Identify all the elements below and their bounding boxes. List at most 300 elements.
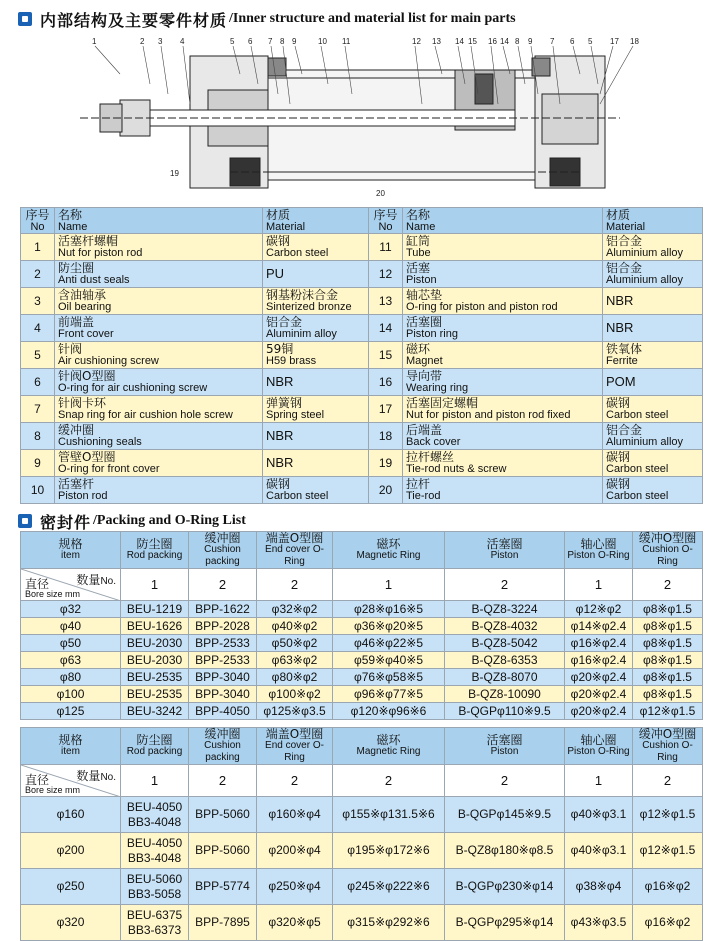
part-material xyxy=(603,396,703,423)
cylinder-cross-section-diagram xyxy=(80,34,640,202)
seal-spec: BPP-2028 xyxy=(189,618,257,635)
material-cn: 弹簧钢 xyxy=(266,396,303,410)
qty-value: 2 xyxy=(333,765,445,797)
section-title-en: /Inner structure and material list for main parts xyxy=(229,11,516,26)
seal-code-line: BEU-5060 xyxy=(126,871,183,886)
callout-number: 14 xyxy=(500,37,509,46)
part-material xyxy=(263,369,369,396)
part-name xyxy=(403,450,603,477)
callout-number: 11 xyxy=(342,37,351,46)
part-name xyxy=(403,261,603,288)
header-name: 名称 Name xyxy=(55,208,263,234)
material-en: H59 brass xyxy=(266,355,317,367)
qty-value: 1 xyxy=(565,765,633,797)
seal-row xyxy=(21,601,703,618)
material-en: Carbon steel xyxy=(266,490,329,502)
material-cn: 铝合金 xyxy=(266,315,303,329)
callout-number: 15 xyxy=(468,37,477,46)
part-name-cn: 活塞杆 xyxy=(58,477,95,491)
seal-spec: φ40※φ2 xyxy=(257,618,333,635)
part-name-cn: 活塞 xyxy=(406,261,431,275)
part-number: 11 xyxy=(369,234,403,261)
section-title-structure xyxy=(18,8,516,30)
part-number: 5 xyxy=(21,342,55,369)
seal-spec: φ12※φ2 xyxy=(565,601,633,618)
part-number: 7 xyxy=(21,396,55,423)
material-row xyxy=(21,450,703,477)
part-material xyxy=(263,288,369,315)
seal-spec: φ20※φ2.4 xyxy=(565,703,633,720)
part-name-cn: 管壁O型圈 xyxy=(58,450,116,464)
part-name-cn: 针阀卡环 xyxy=(58,396,107,410)
material-code: NBR xyxy=(266,427,294,443)
part-name-en: Front cover xyxy=(58,328,114,340)
seal-spec: φ250※φ4 xyxy=(257,869,333,905)
callout-number: 1 xyxy=(92,37,97,46)
seal-spec: BPP-2533 xyxy=(189,652,257,669)
part-name-cn: 活塞固定螺帽 xyxy=(406,396,479,410)
seal-spec: BEU-1219 xyxy=(121,601,189,618)
callout-number: 19 xyxy=(170,169,179,178)
seal-spec: φ59※φ40※5 xyxy=(333,652,445,669)
seal-spec: B-QZ8-3224 xyxy=(445,601,565,618)
qty-bore-corner xyxy=(21,569,121,601)
section-title-packing xyxy=(18,510,246,532)
part-material xyxy=(263,342,369,369)
part-name-cn: 导向带 xyxy=(406,369,443,383)
seal-spec: φ8※φ1.5 xyxy=(633,686,703,703)
callout-number: 13 xyxy=(432,37,441,46)
part-name xyxy=(55,423,263,450)
material-row xyxy=(21,369,703,396)
part-number: 2 xyxy=(21,261,55,288)
seal-code-line: BB3-6373 xyxy=(127,922,182,937)
seal-spec: BPP-2533 xyxy=(189,635,257,652)
header-seal-type: 缓冲O型圈 Cushion O-Ring xyxy=(633,532,703,569)
header-no: 序号 No xyxy=(21,208,55,234)
qty-value: 1 xyxy=(565,569,633,601)
part-number: 10 xyxy=(21,477,55,504)
seal-spec xyxy=(121,869,189,905)
material-cn: 铝合金 xyxy=(606,261,643,275)
callout-number: 5 xyxy=(588,37,593,46)
bore-size: φ32 xyxy=(21,601,121,618)
callout-number: 8 xyxy=(515,37,520,46)
qty-label: 数量No. xyxy=(76,769,116,783)
bore-label: 直径 Bore size mm xyxy=(25,773,81,795)
seal-spec xyxy=(121,833,189,869)
bore-size: φ200 xyxy=(21,833,121,869)
callout-number: 3 xyxy=(158,37,163,46)
callout-number: 16 xyxy=(488,37,497,46)
seal-spec: φ16※φ2.4 xyxy=(565,652,633,669)
seal-spec: φ96※φ77※5 xyxy=(333,686,445,703)
part-material xyxy=(263,234,369,261)
part-number: 16 xyxy=(369,369,403,396)
part-name xyxy=(403,234,603,261)
bore-size: φ320 xyxy=(21,905,121,941)
part-name xyxy=(55,369,263,396)
part-name-en: O-ring for air cushioning screw xyxy=(58,382,208,394)
part-name-cn: 后端盖 xyxy=(406,423,443,437)
qty-label: 数量No. xyxy=(76,573,116,587)
seal-spec: φ32※φ2 xyxy=(257,601,333,618)
header-item: 规格 item xyxy=(21,532,121,569)
part-name-en: Anti dust seals xyxy=(58,274,130,286)
material-en: Aluminium alloy xyxy=(606,247,684,259)
part-name xyxy=(403,369,603,396)
seal-row xyxy=(21,797,703,833)
seal-header-row xyxy=(21,728,703,765)
seal-spec: B-QZ8-5042 xyxy=(445,635,565,652)
header-material: 材质 Material xyxy=(263,208,369,234)
part-name-en: O-ring for front cover xyxy=(58,463,160,475)
seal-code-line: BEU-6375 xyxy=(126,907,183,922)
seal-spec: φ8※φ1.5 xyxy=(633,635,703,652)
seal-table-large-bore xyxy=(20,727,703,941)
part-number: 13 xyxy=(369,288,403,315)
seal-spec: BPP-7895 xyxy=(189,905,257,941)
material-cn: 碳钢 xyxy=(266,234,291,248)
callout-number: 6 xyxy=(570,37,575,46)
seal-spec: φ8※φ1.5 xyxy=(633,669,703,686)
section-title-en: /Packing and O-Ring List xyxy=(93,513,246,528)
material-cn: 59铜 xyxy=(266,342,294,356)
material-en: Spring steel xyxy=(266,409,325,421)
seal-spec: φ160※φ4 xyxy=(257,797,333,833)
part-number: 12 xyxy=(369,261,403,288)
callout-number: 12 xyxy=(412,37,421,46)
seal-spec: φ40※φ3.1 xyxy=(565,797,633,833)
qty-value: 1 xyxy=(121,569,189,601)
material-code: NBR xyxy=(266,454,294,470)
material-cn: 钢基粉沫合金 xyxy=(266,288,339,302)
part-number: 19 xyxy=(369,450,403,477)
part-material xyxy=(603,288,703,315)
seal-spec: φ50※φ2 xyxy=(257,635,333,652)
callout-number: 9 xyxy=(528,37,533,46)
bore-size: φ125 xyxy=(21,703,121,720)
materials-header-row xyxy=(21,208,703,234)
part-material xyxy=(603,477,703,504)
material-en: Carbon steel xyxy=(606,490,669,502)
callout-number: 7 xyxy=(550,37,555,46)
part-name-en: Cushioning seals xyxy=(58,436,142,448)
part-name xyxy=(55,477,263,504)
material-row xyxy=(21,234,703,261)
seal-spec: B-QZ8φ180※φ8.5 xyxy=(445,833,565,869)
callout-number: 5 xyxy=(230,37,235,46)
part-name-en: Tie-rod xyxy=(406,490,441,502)
part-number: 14 xyxy=(369,315,403,342)
header-seal-type: 端盖O型圈 End cover O-Ring xyxy=(257,532,333,569)
seal-spec: B-QZ8-4032 xyxy=(445,618,565,635)
qty-value: 2 xyxy=(189,569,257,601)
part-name-cn: 轴芯垫 xyxy=(406,288,443,302)
seal-spec: φ200※φ4 xyxy=(257,833,333,869)
callout-leader-line xyxy=(143,46,150,84)
seal-row xyxy=(21,652,703,669)
part-name-cn: 针阀 xyxy=(58,342,83,356)
part-name-cn: 前端盖 xyxy=(58,315,95,329)
material-en: Carbon steel xyxy=(606,463,669,475)
material-code: POM xyxy=(606,373,636,389)
part-material xyxy=(603,423,703,450)
part-name xyxy=(55,234,263,261)
seal-spec: B-QZ8-8070 xyxy=(445,669,565,686)
seal-row xyxy=(21,618,703,635)
material-en: Sinterized bronze xyxy=(266,301,352,313)
callout-number: 9 xyxy=(292,37,297,46)
bore-size: φ63 xyxy=(21,652,121,669)
bore-size: φ80 xyxy=(21,669,121,686)
seal-spec: φ46※φ22※5 xyxy=(333,635,445,652)
qty-value: 2 xyxy=(445,569,565,601)
part-name xyxy=(55,342,263,369)
seal-spec: BEU-2030 xyxy=(121,652,189,669)
seal-spec: φ36※φ20※5 xyxy=(333,618,445,635)
seal-header-row xyxy=(21,532,703,569)
part-name-cn: 针阀O型圈 xyxy=(58,369,116,383)
header-item: 规格 item xyxy=(21,728,121,765)
part-name xyxy=(403,342,603,369)
material-cn: 铝合金 xyxy=(606,234,643,248)
part-name-en: Snap ring for air cushion hole screw xyxy=(58,409,233,421)
seal-table-small-bore xyxy=(20,531,703,720)
material-cn: 碳钢 xyxy=(606,396,631,410)
seal-spec: φ20※φ2.4 xyxy=(565,686,633,703)
part-material xyxy=(263,450,369,477)
part-name xyxy=(403,288,603,315)
part-name-cn: 拉杆螺丝 xyxy=(406,450,455,464)
part-number: 4 xyxy=(21,315,55,342)
seal-spec: φ12※φ1.5 xyxy=(633,703,703,720)
material-en: Carbon steel xyxy=(266,247,329,259)
seal-code-line: BEU-4050 xyxy=(126,799,183,814)
material-cn: 碳钢 xyxy=(606,477,631,491)
part-name-en: Wearing ring xyxy=(406,382,469,394)
part-material xyxy=(603,261,703,288)
bore-size: φ250 xyxy=(21,869,121,905)
seal-spec: φ16※φ2 xyxy=(633,905,703,941)
seal-spec: φ40※φ3.1 xyxy=(565,833,633,869)
qty-value: 2 xyxy=(445,765,565,797)
bore-size: φ160 xyxy=(21,797,121,833)
material-code: PU xyxy=(266,265,285,281)
seal-spec: BPP-5060 xyxy=(189,797,257,833)
seal-qty-row xyxy=(21,569,703,601)
seal-spec: φ14※φ2.4 xyxy=(565,618,633,635)
seal-spec: φ8※φ1.5 xyxy=(633,652,703,669)
callout-number: 4 xyxy=(180,37,185,46)
seal-spec: φ43※φ3.5 xyxy=(565,905,633,941)
seal-spec: φ100※φ2 xyxy=(257,686,333,703)
section-title-cn: 密封件 xyxy=(40,512,92,532)
material-row xyxy=(21,396,703,423)
seal-spec: φ155※φ131.5※6 xyxy=(333,797,445,833)
qty-value: 2 xyxy=(633,569,703,601)
material-row xyxy=(21,423,703,450)
callout-number: 8 xyxy=(280,37,285,46)
bore-size: φ40 xyxy=(21,618,121,635)
seal-row xyxy=(21,905,703,941)
seal-code-line: BB3-5058 xyxy=(127,886,182,901)
material-cn: 铝合金 xyxy=(606,423,643,437)
part-name xyxy=(55,450,263,477)
seal-spec: BEU-2535 xyxy=(121,686,189,703)
seal-spec: B-QGPφ230※φ14 xyxy=(445,869,565,905)
material-en: Carbon steel xyxy=(606,409,669,421)
square-bullet-icon xyxy=(18,12,32,26)
material-code: NBR xyxy=(266,373,294,389)
callout-leader-line xyxy=(161,46,168,94)
part-number: 20 xyxy=(369,477,403,504)
bore-size: φ100 xyxy=(21,686,121,703)
material-row xyxy=(21,477,703,504)
callout-number: 17 xyxy=(610,37,619,46)
part-material xyxy=(603,450,703,477)
seal-spec: φ38※φ4 xyxy=(565,869,633,905)
part-name-en: Piston xyxy=(406,274,437,286)
part-name-cn: 含油轴承 xyxy=(58,288,107,302)
header-seal-type: 活塞圈 Piston xyxy=(445,532,565,569)
part-name-en: Nut for piston rod xyxy=(58,247,143,259)
part-material xyxy=(263,396,369,423)
part-material xyxy=(263,423,369,450)
section-title-cn: 内部结构及主要零件材质 xyxy=(40,10,228,30)
seal-spec: φ195※φ172※6 xyxy=(333,833,445,869)
part-name-cn: 缓冲圈 xyxy=(58,423,95,437)
seal-spec: φ80※φ2 xyxy=(257,669,333,686)
part-material xyxy=(263,315,369,342)
qty-value: 2 xyxy=(189,765,257,797)
part-name-en: Piston rod xyxy=(58,490,108,502)
seal-spec: φ20※φ2.4 xyxy=(565,669,633,686)
part-number: 17 xyxy=(369,396,403,423)
part-material xyxy=(603,234,703,261)
part-name xyxy=(403,396,603,423)
part-material xyxy=(603,315,703,342)
material-row xyxy=(21,261,703,288)
seal-spec: BPP-4050 xyxy=(189,703,257,720)
seal-qty-row xyxy=(21,765,703,797)
materials-table xyxy=(20,207,703,504)
callout-number: 18 xyxy=(630,37,639,46)
callout-leader-line xyxy=(95,46,120,74)
seal-spec: φ320※φ5 xyxy=(257,905,333,941)
part-name-en: Magnet xyxy=(406,355,443,367)
seal-spec: φ245※φ222※6 xyxy=(333,869,445,905)
seal-code-line: BB3-4048 xyxy=(127,850,182,865)
callout-number: 2 xyxy=(140,37,145,46)
seal-row xyxy=(21,869,703,905)
seal-spec: φ16※φ2.4 xyxy=(565,635,633,652)
seal-spec: BPP-1622 xyxy=(189,601,257,618)
part-name-en: Nut for piston and piston rod fixed xyxy=(406,409,571,421)
callout-leader-line xyxy=(183,46,190,104)
part-name-cn: 缸筒 xyxy=(406,234,431,248)
seal-row xyxy=(21,703,703,720)
part-name xyxy=(403,423,603,450)
qty-value: 2 xyxy=(257,569,333,601)
part-name-cn: 活塞杆螺帽 xyxy=(58,234,119,248)
part-name xyxy=(55,396,263,423)
part-name-en: Tube xyxy=(406,247,431,259)
seal-spec: φ76※φ58※5 xyxy=(333,669,445,686)
part-number: 18 xyxy=(369,423,403,450)
seal-spec: BPP-3040 xyxy=(189,669,257,686)
material-en: Aluminim alloy xyxy=(266,328,337,340)
seal-spec: φ8※φ1.5 xyxy=(633,601,703,618)
callout-number: 7 xyxy=(268,37,273,46)
part-material xyxy=(603,342,703,369)
bore-label: 直径 Bore size mm xyxy=(25,577,81,599)
part-name xyxy=(55,315,263,342)
header-seal-type: 活塞圈 Piston xyxy=(445,728,565,765)
header-seal-type: 防尘圈 Rod packing xyxy=(121,728,189,765)
seal-code-line: BEU-4050 xyxy=(126,835,183,850)
part-name xyxy=(403,477,603,504)
material-cn: 碳钢 xyxy=(266,477,291,491)
seal-spec: φ8※φ1.5 xyxy=(633,618,703,635)
callout-number: 10 xyxy=(318,37,327,46)
seal-spec: φ28※φ16※5 xyxy=(333,601,445,618)
part-number: 3 xyxy=(21,288,55,315)
seal-spec: B-QGPφ295※φ14 xyxy=(445,905,565,941)
material-cn: 铁氧体 xyxy=(606,342,643,356)
header-seal-type: 磁环 Magnetic Ring xyxy=(333,728,445,765)
seal-spec: BEU-2030 xyxy=(121,635,189,652)
seal-row xyxy=(21,833,703,869)
material-cn: 碳钢 xyxy=(606,450,631,464)
qty-value: 1 xyxy=(333,569,445,601)
seal-spec: φ125※φ3.5 xyxy=(257,703,333,720)
part-name-cn: 防尘圈 xyxy=(58,261,95,275)
part-material xyxy=(263,477,369,504)
square-bullet-icon xyxy=(18,514,32,528)
header-seal-type: 轴心圈 Piston O-Ring xyxy=(565,532,633,569)
header-name: 名称 Name xyxy=(403,208,603,234)
part-name xyxy=(55,261,263,288)
seal-spec: φ12※φ1.5 xyxy=(633,797,703,833)
part-number: 8 xyxy=(21,423,55,450)
seal-spec: B-QZ8-10090 xyxy=(445,686,565,703)
seal-row xyxy=(21,669,703,686)
seal-spec: BPP-5774 xyxy=(189,869,257,905)
seal-code-line: BB3-4048 xyxy=(127,814,182,829)
part-material xyxy=(263,261,369,288)
qty-value: 2 xyxy=(633,765,703,797)
seal-spec: φ16※φ2 xyxy=(633,869,703,905)
seal-spec: BEU-1626 xyxy=(121,618,189,635)
seal-row xyxy=(21,635,703,652)
qty-bore-corner xyxy=(21,765,121,797)
part-material xyxy=(603,369,703,396)
qty-value: 2 xyxy=(257,765,333,797)
qty-value: 1 xyxy=(121,765,189,797)
seal-spec xyxy=(121,905,189,941)
material-en: Aluminium alloy xyxy=(606,274,684,286)
seal-spec: φ120※φ96※6 xyxy=(333,703,445,720)
seal-spec: φ12※φ1.5 xyxy=(633,833,703,869)
header-material: 材质 Material xyxy=(603,208,703,234)
material-code: NBR xyxy=(606,319,634,335)
part-name-en: Piston ring xyxy=(406,328,458,340)
header-seal-type: 防尘圈 Rod packing xyxy=(121,532,189,569)
part-number: 1 xyxy=(21,234,55,261)
seal-spec: BEU-3242 xyxy=(121,703,189,720)
seal-spec: φ315※φ292※6 xyxy=(333,905,445,941)
